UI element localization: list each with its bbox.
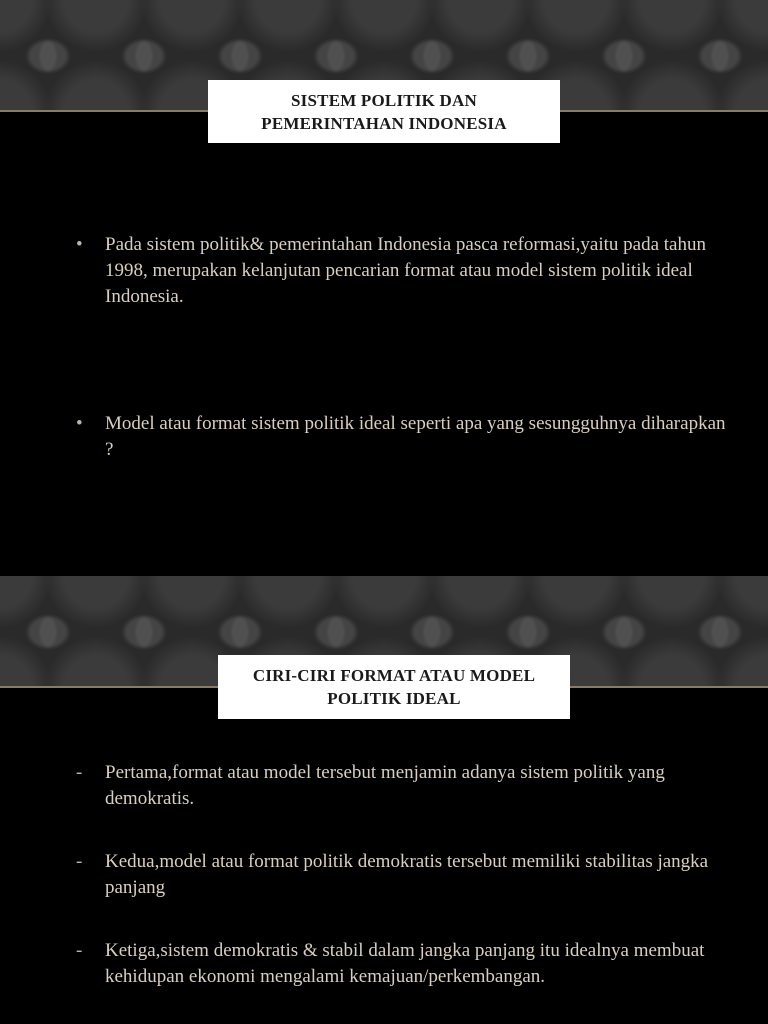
dash-text: Kedua,model atau format politik demokratis tersebut memiliki stabilitas jangka panjang [105, 851, 709, 898]
bullet-dot-icon: • [76, 413, 83, 434]
bullet-dot-icon: • [76, 234, 83, 255]
slide-title-line-2: POLITIK IDEAL [327, 689, 461, 708]
dash-icon: - [76, 940, 83, 961]
bullet-text: Pada sistem politik& pemerintahan Indonesia pasca reformasi,yaitu pada tahun 1998, merupakan kelanjutan pencarian format atau model sistem politik ideal Indonesia. [105, 234, 706, 307]
slide-title-box [208, 80, 560, 143]
slide-title-line-2: PEMERINTAHAN INDONESIA [261, 113, 507, 133]
slide-title-line-1: SISTEM POLITIK DAN [291, 90, 477, 110]
slide-title-line-1: CIRI-CIRI FORMAT ATAU MODEL [252, 666, 536, 685]
dash-icon: - [76, 762, 83, 783]
slide-2 [0, 576, 768, 1024]
dash-text: Pertama,format atau model tersebut menjamin adanya sistem politik yang demokratis. [105, 762, 665, 809]
dash-icon: - [76, 851, 83, 872]
bullet-text: Model atau format sistem politik ideal seperti apa yang sesungguhnya diharapkan ? [105, 413, 726, 460]
dash-text: Ketiga,sistem demokratis & stabil dalam jangka panjang itu idealnya membuat kehidupan ekonomi mengalami kemajuan/perkembangan. [105, 940, 705, 987]
slide-title-box [218, 655, 570, 719]
